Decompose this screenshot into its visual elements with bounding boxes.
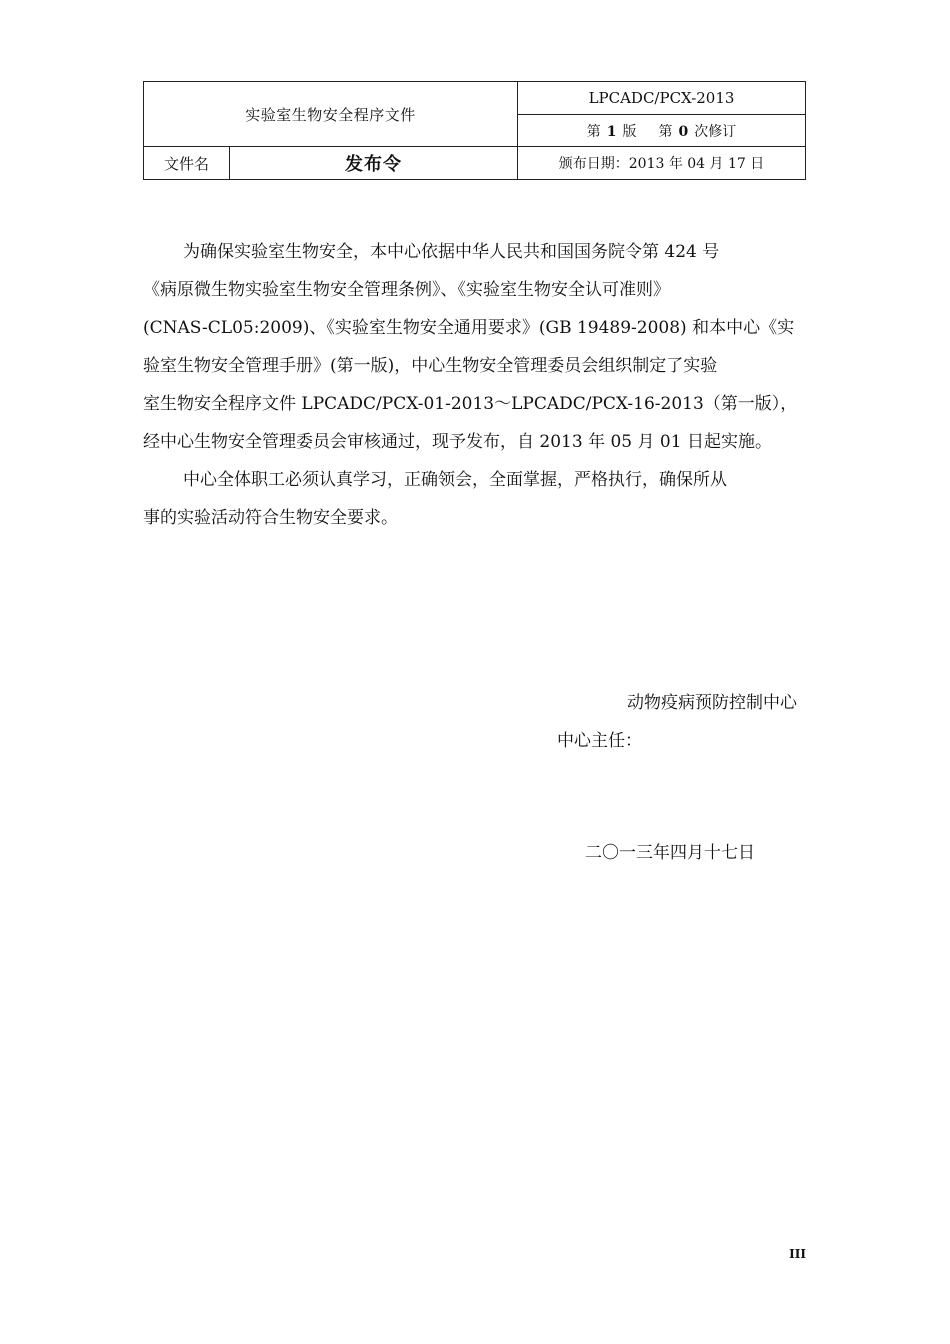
series-title: 实验室生物安全程序文件	[144, 82, 518, 147]
document-header-table	[143, 81, 806, 180]
document-code: LPCADC/PCX-2013	[518, 82, 806, 115]
file-name-label: 文件名	[144, 147, 230, 180]
para1-line: 《病原微生物实验室生物安全管理条例》、《实验室生物安全认可准则》	[143, 280, 670, 300]
revision-number: 0	[678, 123, 689, 140]
para1-line: 为确保实验室生物安全，本中心依据中华人民共和国国务院令第 424 号	[183, 242, 720, 262]
para1-line: 经中心生物安全管理委员会审核通过，现予发布，自 2013 年 05 月 01 日起实施。	[143, 432, 772, 452]
para1-line: (CNAS-CL05:2009)、《实验室生物安全通用要求》(GB 19489-2008) 和本中心《实	[143, 318, 795, 338]
para1-line: 室生物安全程序文件 LPCADC/PCX-01-2013～LPCADC/PCX-16-2013（第一版），	[143, 394, 798, 414]
paragraph-1	[143, 233, 803, 461]
file-name-value: 发布令	[230, 147, 518, 180]
page-number: III	[789, 1247, 806, 1261]
director-label: 中心主任：	[557, 731, 642, 751]
para1-line: 验室生物安全管理手册》(第一版)，中心生物安全管理委员会组织制定了实验	[143, 356, 718, 376]
revision-prefix: 第	[658, 123, 673, 140]
issuing-organization: 动物疫病预防控制中心	[627, 693, 797, 713]
paragraph-2	[143, 461, 803, 537]
edition-info	[518, 115, 806, 147]
edition-suffix: 版	[622, 123, 637, 140]
issue-date: 颁布日期：2013 年 04 月 17 日	[518, 147, 806, 180]
edition-number: 1	[606, 123, 617, 140]
para2-line: 中心全体职工必须认真学习，正确领会，全面掌握，严格执行，确保所从	[183, 470, 727, 490]
signature-date: 二〇一三年四月十七日	[585, 843, 755, 863]
body-text	[143, 233, 803, 537]
edition-prefix: 第	[586, 123, 601, 140]
para2-line: 事的实验活动符合生物安全要求。	[143, 508, 398, 528]
revision-suffix: 次修订	[694, 123, 737, 140]
